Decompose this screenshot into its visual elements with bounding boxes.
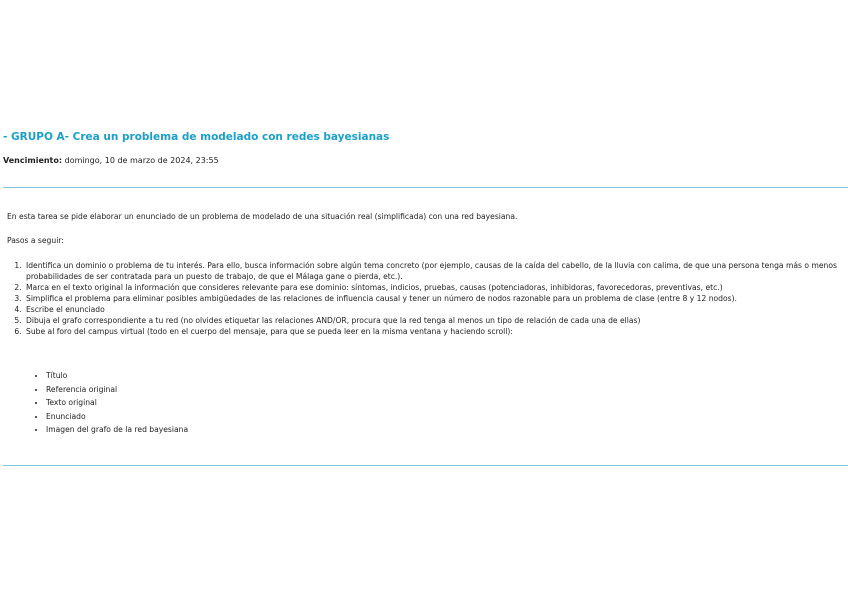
step-text: Sube al foro del campus virtual (todo en el cuerpo del mensaje, para que se pueda leer en la misma ventana y haciendo scroll): bbox=[26, 327, 513, 336]
step-text: Simplifica el problema para eliminar posibles ambigüedades de las relaciones de influencia causal y tener un número de nodos razonable para un problema de clase (entre 8 y 12 nodos). bbox=[26, 294, 737, 303]
submission-parts-list bbox=[0, 369, 188, 437]
top-divider bbox=[3, 187, 848, 188]
step-item bbox=[24, 282, 846, 293]
step-item bbox=[24, 315, 846, 326]
bottom-divider bbox=[3, 465, 848, 466]
steps-list bbox=[0, 260, 846, 337]
step-item bbox=[24, 304, 846, 315]
step-text: Marca en el texto original la información que consideres relevante para ese dominio: síntomas, indicios, pruebas, causas (potenciadoras, inhibidoras, favorecedoras, preventivas, etc.) bbox=[26, 283, 723, 292]
step-text: Dibuja el grafo correspondiente a tu red (no olvides etiquetar las relaciones AND/OR, procura que la red tenga al menos un tipo de relación de cada una de ellas) bbox=[26, 316, 641, 325]
steps-heading: Pasos a seguir: bbox=[7, 236, 64, 245]
due-date-value: domingo, 10 de marzo de 2024, 23:55 bbox=[64, 156, 219, 165]
assignment-title: - GRUPO A- Crea un problema de modelado con redes bayesianas bbox=[3, 131, 390, 143]
step-item bbox=[24, 293, 846, 304]
list-item: • Imagen del grafo de la red bayesiana bbox=[46, 423, 188, 437]
list-item: • Texto original bbox=[46, 396, 188, 410]
intro-text: En esta tarea se pide elaborar un enunciado de un problema de modelado de una situación real (simplificada) con una red bayesiana. bbox=[7, 212, 518, 221]
list-item: • Referencia original bbox=[46, 383, 188, 397]
due-date-label: Vencimiento: bbox=[3, 156, 63, 165]
step-item: 1. Identifica un dominio o problema de tu interés. Para ello, busca información sobre algún tema concreto (por ejemplo, causas de la caída del cabello, de la lluvia con calima, de que una persona tenga más o menos probabilidades de ser contratada para un puesto de trabajo, de que el Málaga gane o pierda, etc.). bbox=[24, 260, 846, 282]
step-text: Escribe el enunciado bbox=[26, 305, 105, 314]
step-item bbox=[24, 326, 846, 337]
due-date bbox=[3, 156, 219, 165]
list-item: • Título bbox=[46, 369, 188, 383]
list-item: • Enunciado bbox=[46, 410, 188, 424]
